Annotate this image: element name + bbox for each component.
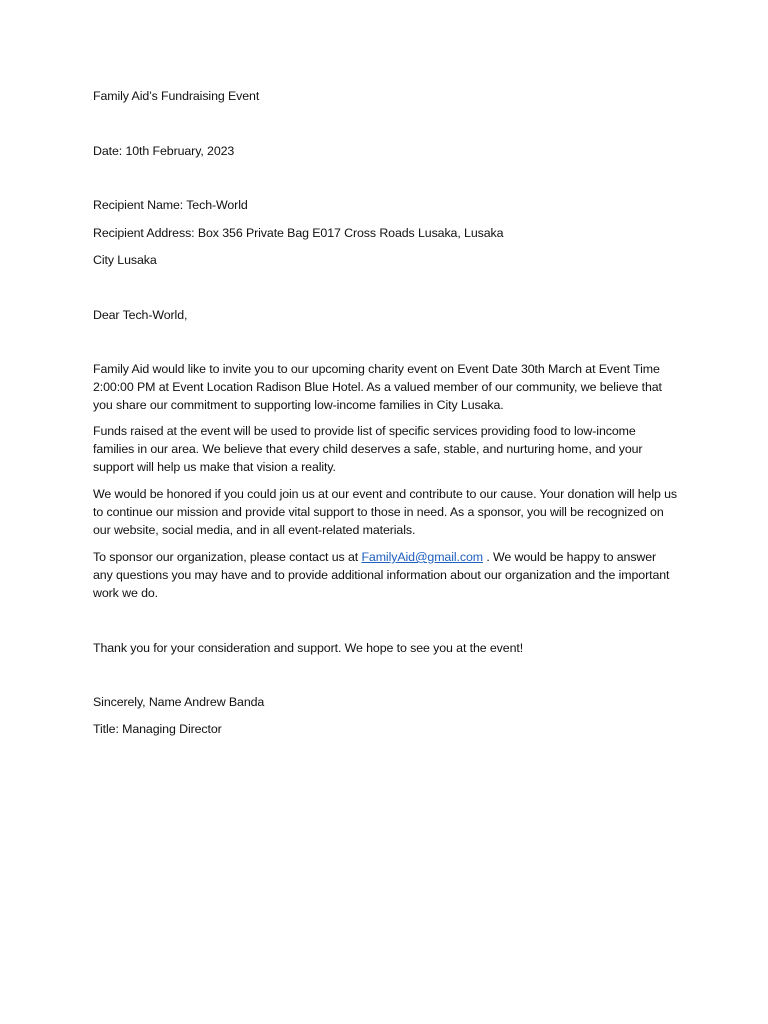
- salutation: Dear Tech-World,: [93, 308, 188, 322]
- recipient-address: Recipient Address: Box 356 Private Bag E017 Cross Roads Lusaka, Lusaka: [93, 226, 504, 240]
- recipient-name: Recipient Name: Tech-World: [93, 198, 248, 212]
- contact-text-before: To sponsor our organization, please contact us at: [93, 550, 362, 564]
- body-paragraph-sponsorship: We would be honored if you could join us at our event and contribute to our cause. Your donation will help us to continue our mission and provide vital support to those in need. As a sponsor, you will be recognized on our website, social media, and in all event-related materials.: [93, 487, 678, 537]
- recipient-city: City Lusaka: [93, 253, 157, 267]
- contact-text-after: . We would be happy to answer any questions you may have and to provide additional information about our organization and the important work we do.: [93, 550, 670, 600]
- letter-heading: Family Aid’s Fundraising Event: [93, 89, 260, 103]
- signer-title: Title: Managing Director: [93, 722, 222, 736]
- letter-date: Date: 10th February, 2023: [93, 144, 235, 158]
- body-paragraph-funds: Funds raised at the event will be used to provide list of specific services providing food to low-income families in our area. We believe that every child deserves a safe, stable, and nurturing home, and your support will help us make that vision a reality.: [93, 424, 643, 474]
- email-link[interactable]: FamilyAid@gmail.com: [361, 550, 483, 564]
- closing-line: Thank you for your consideration and support. We hope to see you at the event!: [93, 641, 524, 655]
- body-paragraph-invitation: Family Aid would like to invite you to our upcoming charity event on Event Date 30th March at Event Time 2:00:00 PM at Event Location Radison Blue Hotel. As a valued member of our community, we believe that you share our commitment to supporting low-income families in City Lusaka.: [93, 362, 662, 412]
- body-paragraph-contact: [93, 548, 679, 602]
- signoff: Sincerely, Name Andrew Banda: [93, 695, 265, 709]
